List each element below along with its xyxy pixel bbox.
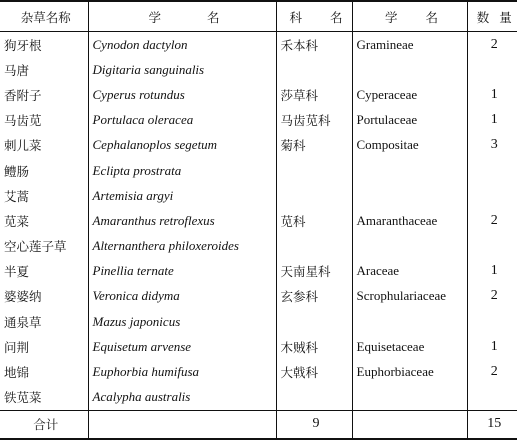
header-family: [276, 1, 352, 32]
header-weed-name: [0, 1, 88, 32]
cell-family: 玄参科: [276, 284, 352, 309]
table-row: [0, 309, 517, 334]
cell-scientific-name: Eclipta prostrata: [88, 158, 276, 183]
cell-weed-name: 空心莲子草: [4, 239, 67, 255]
cell-family: [276, 158, 352, 183]
header-weed-name-text: 杂草名称: [20, 9, 71, 25]
cell-family: 莎草科: [276, 82, 352, 107]
cell-weed-name: 地锦: [4, 365, 30, 381]
cell-family-scientific: Amaranthaceae: [352, 208, 467, 233]
header-row: [0, 1, 517, 32]
cell-weed-name: 铁苋菜: [4, 390, 42, 406]
total-species-count: 15: [467, 410, 517, 439]
header-family-scientific: [352, 1, 467, 32]
total-row: [0, 410, 517, 439]
header-scientific-name: [88, 1, 276, 32]
cell-family: 菊科: [276, 133, 352, 158]
cell-family: [276, 57, 352, 82]
table-row: [0, 234, 517, 259]
table-body: [0, 32, 517, 411]
header-family-char2: 名: [330, 9, 343, 25]
cell-scientific-name: Acalypha australis: [88, 385, 276, 411]
cell-family-scientific: [352, 385, 467, 411]
cell-family-scientific: [352, 57, 467, 82]
cell-family-scientific: Gramineae: [352, 32, 467, 58]
table-row: [0, 359, 517, 384]
cell-family-scientific: [352, 183, 467, 208]
cell-family: [276, 183, 352, 208]
table-row: [0, 57, 517, 82]
cell-scientific-name: Digitaria sanguinalis: [88, 57, 276, 82]
cell-count: 2: [467, 32, 517, 58]
cell-weed-name: 艾蒿: [4, 188, 30, 204]
cell-family-scientific: Araceae: [352, 259, 467, 284]
cell-family: 苋科: [276, 208, 352, 233]
total-empty-cell-2: [352, 410, 467, 439]
cell-count: [467, 385, 517, 411]
cell-count: 1: [467, 82, 517, 107]
cell-family-scientific: Equisetaceae: [352, 334, 467, 359]
header-family-scientific-char1: 学: [384, 9, 398, 25]
cell-scientific-name: Pinellia ternate: [88, 259, 276, 284]
table-row: [0, 32, 517, 58]
cell-family: [276, 309, 352, 334]
table-row: [0, 82, 517, 107]
header-family-scientific-char2: 名: [425, 9, 439, 25]
table-row: [0, 259, 517, 284]
cell-weed-name: 半夏: [4, 264, 30, 280]
cell-weed-name: 刺儿菜: [4, 138, 42, 154]
cell-count: 2: [467, 284, 517, 309]
cell-scientific-name: Portulaca oleracea: [88, 108, 276, 133]
cell-family: 木贼科: [276, 334, 352, 359]
table-row: [0, 108, 517, 133]
table-row: [0, 158, 517, 183]
cell-family: 禾本科: [276, 32, 352, 58]
cell-family-scientific: Compositae: [352, 133, 467, 158]
cell-family: 天南星科: [276, 259, 352, 284]
cell-family: [276, 234, 352, 259]
table-row: [0, 334, 517, 359]
cell-weed-name: 马齿苋: [4, 113, 42, 129]
table-row: [0, 385, 517, 411]
cell-count: 1: [467, 334, 517, 359]
total-label: 合计: [0, 410, 88, 439]
cell-count: [467, 183, 517, 208]
cell-family-scientific: Portulaceae: [352, 108, 467, 133]
cell-count: 2: [467, 208, 517, 233]
cell-count: 2: [467, 359, 517, 384]
cell-count: 1: [467, 108, 517, 133]
table-row: [0, 284, 517, 309]
cell-weed-name: 马唐: [4, 62, 30, 78]
header-family-char1: 科: [289, 9, 302, 25]
cell-weed-name: 通泉草: [4, 314, 42, 330]
cell-count: [467, 309, 517, 334]
header-count-char1: 数: [476, 9, 490, 25]
total-empty-cell: [88, 410, 276, 439]
cell-scientific-name: Artemisia argyi: [88, 183, 276, 208]
header-count: [467, 1, 517, 32]
cell-count: [467, 234, 517, 259]
header-scientific-name-char2: 名: [207, 9, 220, 25]
cell-weed-name: 婆婆纳: [4, 289, 42, 305]
cell-family-scientific: [352, 309, 467, 334]
cell-count: 3: [467, 133, 517, 158]
cell-family-scientific: [352, 158, 467, 183]
cell-count: 1: [467, 259, 517, 284]
table-row: [0, 183, 517, 208]
cell-scientific-name: Mazus japonicus: [88, 309, 276, 334]
cell-family-scientific: Euphorbiaceae: [352, 359, 467, 384]
cell-count: [467, 158, 517, 183]
cell-family-scientific: [352, 234, 467, 259]
table-row: [0, 208, 517, 233]
table-row: [0, 133, 517, 158]
cell-count: [467, 57, 517, 82]
total-family-count: 9: [276, 410, 352, 439]
cell-scientific-name: Cyperus rotundus: [88, 82, 276, 107]
cell-scientific-name: Equisetum arvense: [88, 334, 276, 359]
cell-weed-name: 问荆: [4, 339, 30, 355]
cell-family: 马齿苋科: [276, 108, 352, 133]
cell-weed-name: 香附子: [4, 87, 42, 103]
cell-family: [276, 385, 352, 411]
cell-weed-name: 狗牙根: [4, 37, 42, 53]
cell-scientific-name: Euphorbia humifusa: [88, 359, 276, 384]
cell-scientific-name: Alternanthera philoxeroides: [88, 234, 276, 259]
cell-weed-name: 鳢肠: [4, 163, 30, 179]
cell-scientific-name: Cephalanoplos segetum: [88, 133, 276, 158]
cell-weed-name: 苋菜: [4, 213, 30, 229]
cell-family-scientific: Cyperaceae: [352, 82, 467, 107]
cell-family-scientific: Scrophulariaceae: [352, 284, 467, 309]
cell-family: 大戟科: [276, 359, 352, 384]
cell-scientific-name: Veronica didyma: [88, 284, 276, 309]
cell-scientific-name: Amaranthus retroflexus: [88, 208, 276, 233]
header-scientific-name-char1: 学: [148, 9, 161, 25]
cell-scientific-name: Cynodon dactylon: [88, 32, 276, 58]
header-count-char2: 量: [499, 9, 512, 25]
